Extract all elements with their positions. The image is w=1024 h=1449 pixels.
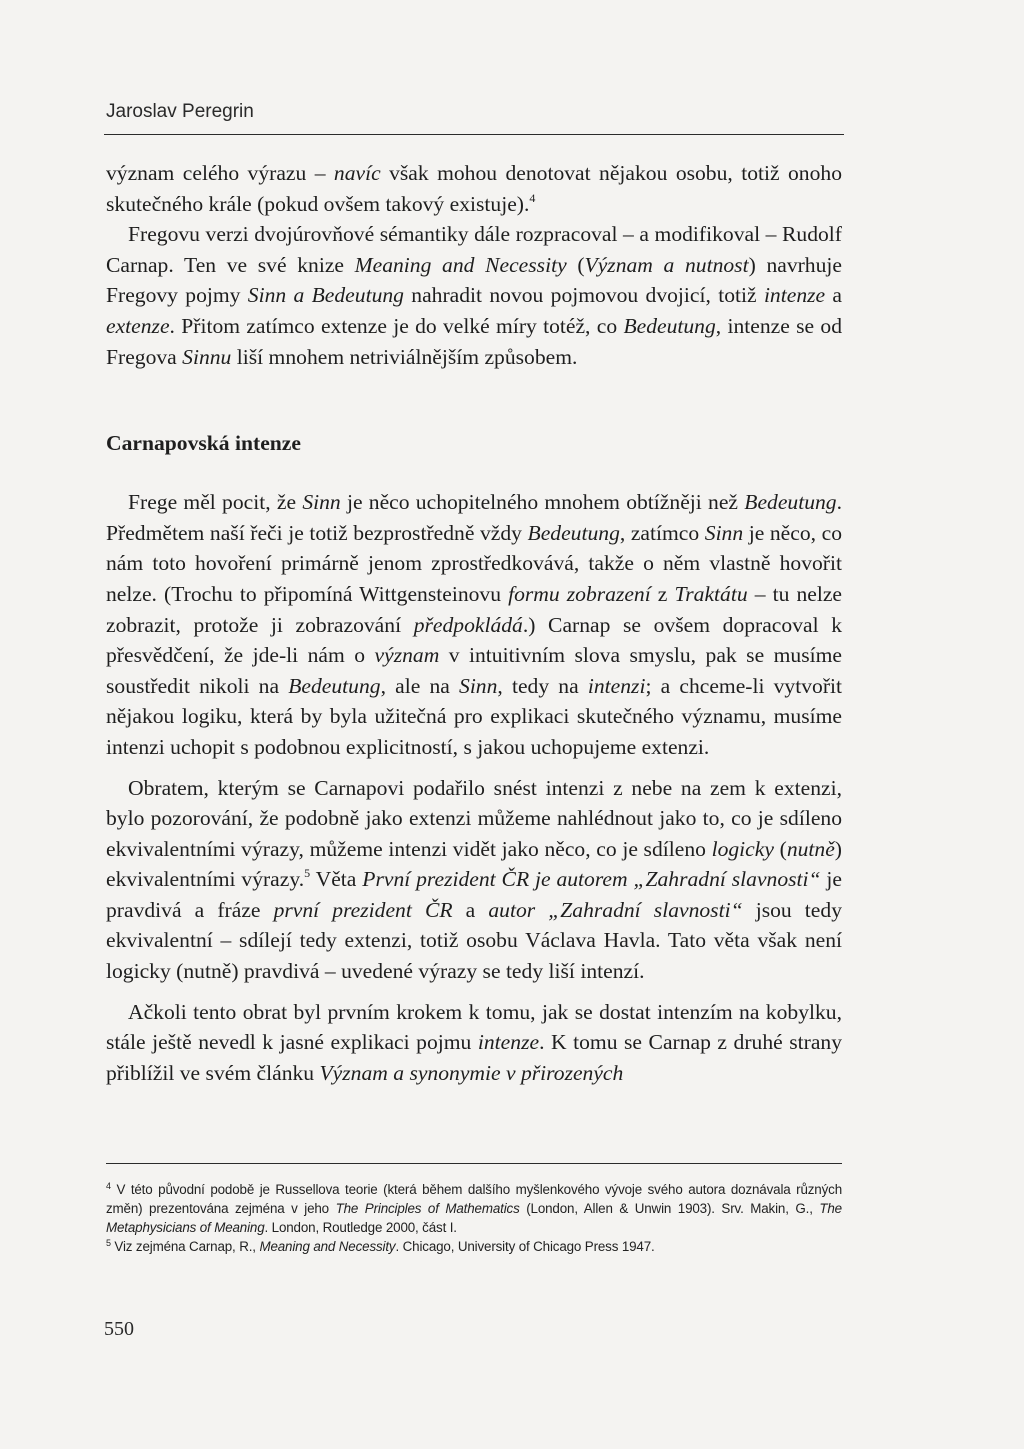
text-run: – tu nelze zobrazit, protože ji zobrazování	[106, 581, 842, 637]
italic-run: extenze	[106, 313, 170, 338]
italic-run: The Metaphysicians of Meaning	[106, 1201, 842, 1235]
text-run: význam celého výrazu –	[106, 161, 334, 185]
italic-run: Bedeutung	[623, 313, 716, 338]
footnote-marker: 4	[106, 1181, 111, 1191]
text-run: (	[773, 836, 787, 861]
text-run: Fregovu verzi dvojúrovňové sémantiky dále rozpracoval – a modifikoval – Rudolf Carnap. Ten ve své knize	[106, 222, 842, 277]
body-text	[106, 158, 842, 1088]
italic-run: Bedeutung	[527, 520, 620, 545]
italic-run: intenzi	[587, 673, 646, 698]
running-head-author: Jaroslav Peregrin	[106, 101, 254, 122]
text-run: Frege měl pocit, že	[128, 490, 303, 515]
text-run: ) navrhuje Fregovy pojmy	[106, 252, 842, 308]
text-run: . London, Routledge 2000, část I.	[264, 1220, 457, 1235]
text-run: Ačkoli tento obrat byl prvním krokem k tomu, jak se dostat intenzím na kobylku, stále ještě nevedl k jasné explikaci pojmu	[106, 999, 842, 1055]
paragraph-1	[106, 158, 842, 219]
italic-run: Traktátu	[674, 581, 748, 606]
text-run: z	[650, 581, 675, 606]
footnote-rule	[106, 1163, 842, 1164]
paragraph-5	[106, 997, 842, 1089]
text-run: .) Carnap se ovšem dopracoval k přesvědčení, že jde-li nám o	[106, 612, 842, 668]
footnote-marker: 4	[529, 190, 536, 205]
text-run: nahradit novou pojmovou dvojicí, totiž	[403, 283, 764, 308]
italic-run: intenze	[763, 283, 826, 308]
italic-run: Sinn	[302, 490, 341, 515]
italic-run: The Principles of Mathematics	[335, 1201, 520, 1216]
page-number: 550	[104, 1318, 134, 1340]
italic-run: Sinn	[459, 673, 498, 698]
italic-run: logicky	[711, 836, 774, 861]
text-run: . Chicago, University of Chicago Press 1947.	[395, 1239, 655, 1254]
text-run: V této původní podobě je Russellova teorie (která během dalšího myšlenkového vývoje svého autora doznávala různých změn) prezentována zejména v jeho	[106, 1182, 842, 1216]
text-run: Obratem, kterým se Carnapovi podařilo snést intenzi z nebe na zem k extenzi, bylo pozorování, že podobně jako extenzi můžeme nahlédnout jako to, co je sdíleno ekvivalentními výrazy, můžeme intenzi vidět jako něco, co je sdíleno	[106, 775, 842, 861]
italic-run: Význam a nutnost	[584, 252, 749, 277]
footnote-4	[106, 1180, 842, 1237]
text-run: . Přitom zatímco extenze je do velké míry totéž, co	[169, 313, 624, 338]
header-rule	[104, 134, 844, 135]
text-run: a	[825, 283, 843, 308]
text-run: Věta	[310, 867, 363, 892]
text-run: ; a chceme-li vytvořit nějakou logiku, která by byla užitečná pro explikaci skutečného významu, musíme intenzi uchopit s podobnou explicitností, s jakou uchopujeme extenzi.	[106, 673, 843, 759]
text-run: , zatímco	[619, 520, 705, 545]
text-run: v intuitivním slova smyslu, pak se musíme soustředit nikoli na	[106, 643, 842, 698]
text-run: liší mnohem netriviálnějším způsobem.	[231, 344, 578, 369]
text-run: (	[566, 252, 585, 277]
italic-run: formu zobrazení	[508, 581, 651, 606]
paragraph-4	[106, 773, 842, 987]
text-run: je pravdivá a fráze	[106, 867, 842, 922]
text-run: (London, Allen & Unwin 1903). Srv. Makin, G.,	[519, 1201, 820, 1216]
paragraph-2	[106, 219, 842, 372]
italic-run: Meaning and Necessity	[354, 252, 567, 277]
italic-run: Sinn	[704, 520, 744, 545]
footnotes	[106, 1180, 842, 1256]
text-run: . K tomu se Carnap z druhé strany přiblížil ve svém článku	[106, 1030, 842, 1085]
text-run: , intenze se od Fregova	[106, 313, 842, 369]
footnote-5	[106, 1237, 842, 1256]
italic-run: Význam a synonymie v přirozených	[319, 1060, 624, 1085]
section-heading: Carnapovská intenze	[106, 431, 301, 456]
text-run: a	[452, 897, 489, 922]
italic-run: význam	[374, 643, 440, 668]
italic-run: předpokládá	[413, 612, 523, 637]
text-run: je něco, co nám toto hovoření primárně jenom zprostředkovává, takže o něm vlastně hovořit nelze. (Trochu to připomíná Wittgensteinovu	[106, 520, 842, 606]
italic-run: První prezident ČR je autorem „Zahradní slavnosti“	[362, 867, 821, 892]
italic-run: navíc	[333, 161, 381, 185]
text-run: ) ekvivalentními výrazy.	[106, 836, 842, 892]
italic-run: nutně	[786, 836, 835, 861]
footnote-marker: 5	[106, 1238, 111, 1248]
text-run: , tedy na	[497, 673, 588, 698]
italic-run: první prezident ČR	[273, 897, 453, 922]
italic-run: intenze	[477, 1030, 540, 1055]
italic-run: Sinnu	[182, 344, 232, 369]
paragraph-3	[106, 487, 842, 762]
italic-run: Bedeutung	[288, 673, 381, 698]
italic-run: Sinn a Bedeutung	[247, 283, 404, 308]
text-run: . Předmětem naší řeči je totiž bezprostředně vždy	[106, 490, 842, 545]
text-run: jsou tedy ekvivalentní – sdílejí tedy extenzi, totiž osobu Václava Havla. Tato věta však není logicky (nutně) pravdivá – uvedené výrazy se tedy liší intenzí.	[106, 897, 842, 984]
footnote-marker: 5	[304, 866, 311, 881]
text-run: Viz zejména Carnap, R.,	[110, 1239, 260, 1254]
text-run: je něco uchopitelného mnohem obtížněji než	[340, 490, 745, 515]
italic-run: Bedeutung	[744, 490, 837, 515]
text-run: však mohou denotovat nějakou osobu, totiž onoho skutečného krále (pokud ovšem takový existuje).	[106, 161, 842, 216]
italic-run: Meaning and Necessity	[259, 1239, 396, 1254]
text-run: , ale na	[380, 673, 460, 698]
italic-run: autor „Zahradní slavnosti“	[488, 897, 743, 922]
